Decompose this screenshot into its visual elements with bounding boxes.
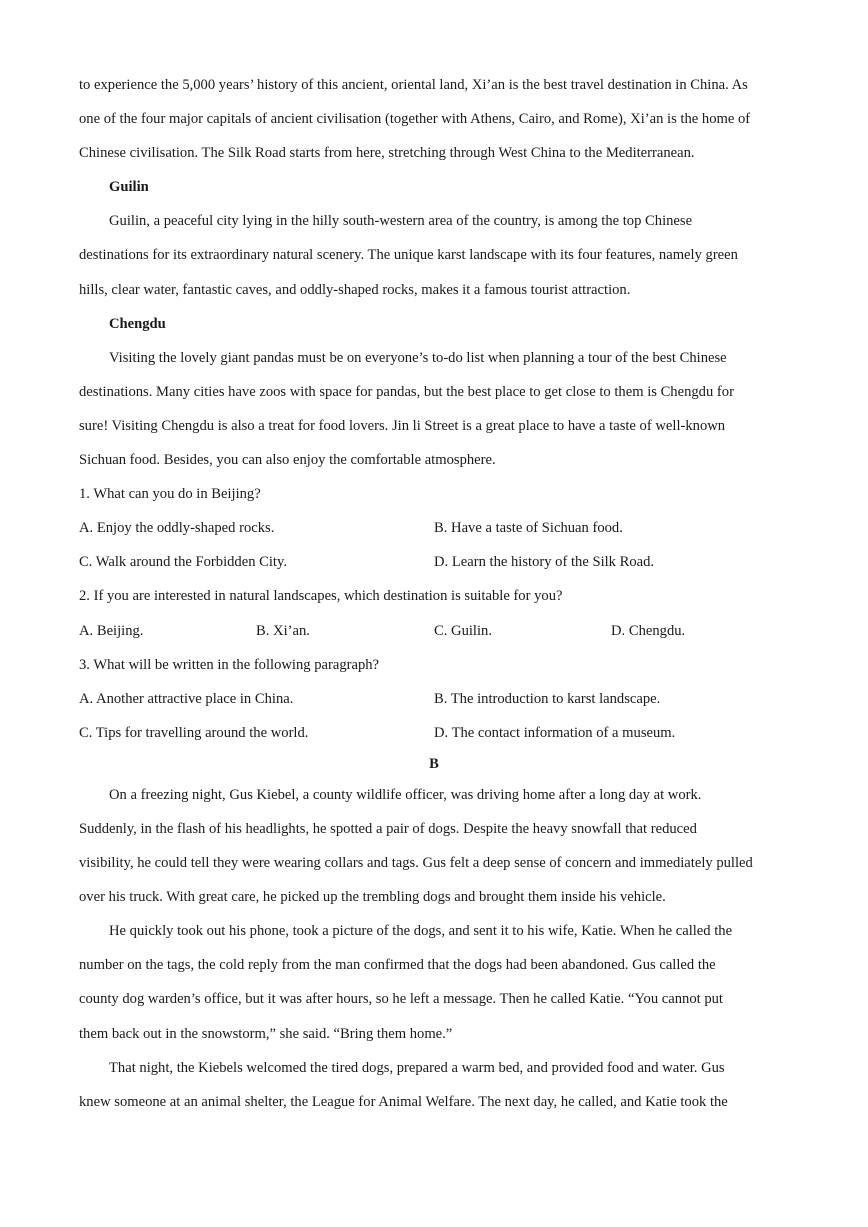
text-line: them back out in the snowstorm,” she said. “Bring them home.”	[79, 1025, 453, 1042]
section-b-paragraph-2	[79, 914, 789, 1050]
chengdu-heading: Chengdu	[109, 315, 166, 332]
option-d: D. Learn the history of the Silk Road.	[434, 554, 655, 571]
question-3	[79, 648, 789, 750]
text-line: destinations for its extraordinary natural scenery. The unique karst landscape with its four features, namely green	[79, 247, 738, 264]
xian-paragraph	[79, 68, 789, 170]
option-d: D. Chengdu.	[611, 622, 686, 639]
option-c: C. Tips for travelling around the world.	[79, 724, 309, 741]
option-row	[79, 511, 789, 545]
text-line: over his truck. With great care, he picked up the trembling dogs and brought them inside his vehicle.	[79, 889, 666, 906]
option-d: D. The contact information of a museum.	[434, 724, 676, 741]
document-page	[79, 68, 789, 1119]
text-line: Chinese civilisation. The Silk Road starts from here, stretching through West China to the Mediterranean.	[79, 145, 695, 162]
guilin-heading: Guilin	[109, 179, 149, 196]
option-row	[79, 682, 789, 716]
option-c: C. Walk around the Forbidden City.	[79, 554, 287, 571]
option-b: B. Xi’an.	[256, 622, 310, 639]
text-line: Suddenly, in the flash of his headlights, he spotted a pair of dogs. Despite the heavy snowfall that reduced	[79, 820, 697, 837]
option-b: B. Have a taste of Sichuan food.	[434, 520, 623, 537]
text-line: county dog warden’s office, but it was after hours, so he left a message. Then he called Katie. “You cannot put	[79, 991, 723, 1008]
text-line: hills, clear water, fantastic caves, and oddly-shaped rocks, makes it a famous tourist attraction.	[79, 281, 631, 298]
section-b-paragraph-3	[79, 1051, 789, 1119]
option-a: A. Enjoy the oddly-shaped rocks.	[79, 520, 275, 537]
text-line: He quickly took out his phone, took a picture of the dogs, and sent it to his wife, Katie. When he called the	[109, 923, 733, 940]
question-1	[79, 477, 789, 579]
text-line: Guilin, a peaceful city lying in the hilly south-western area of the country, is among the top Chinese	[109, 213, 693, 230]
question-2	[79, 579, 789, 647]
option-row	[79, 545, 789, 579]
option-a: A. Beijing.	[79, 622, 144, 639]
guilin-paragraph	[79, 204, 789, 306]
section-b-title: B	[429, 755, 439, 772]
text-line: one of the four major capitals of ancient civilisation (together with Athens, Cairo, and Rome), Xi’an is the home of	[79, 111, 751, 128]
text-line: knew someone at an animal shelter, the League for Animal Welfare. The next day, he called, and Katie took the	[79, 1093, 728, 1110]
text-line: number on the tags, the cold reply from the man confirmed that the dogs had been abandoned. Gus called the	[79, 957, 716, 974]
text-line: visibility, he could tell they were wearing collars and tags. Gus felt a deep sense of concern and immediately pulled	[79, 855, 753, 872]
question-stem: 2. If you are interested in natural landscapes, which destination is suitable for you?	[79, 588, 563, 605]
option-row	[79, 614, 789, 648]
text-line: Visiting the lovely giant pandas must be on everyone’s to-do list when planning a tour of the best Chinese	[109, 349, 727, 366]
question-stem: 1. What can you do in Beijing?	[79, 486, 261, 503]
text-line: destinations. Many cities have zoos with space for pandas, but the best place to get close to them is Chengdu for	[79, 383, 734, 400]
option-c: C. Guilin.	[434, 622, 492, 639]
option-b: B. The introduction to karst landscape.	[434, 690, 661, 707]
text-line: Sichuan food. Besides, you can also enjoy the comfortable atmosphere.	[79, 452, 496, 469]
text-line: That night, the Kiebels welcomed the tired dogs, prepared a warm bed, and provided food and water. Gus	[109, 1059, 725, 1076]
text-line: On a freezing night, Gus Kiebel, a county wildlife officer, was driving home after a long day at work.	[109, 786, 702, 803]
option-a: A. Another attractive place in China.	[79, 690, 294, 707]
text-line: sure! Visiting Chengdu is also a treat for food lovers. Jin li Street is a great place to have a taste of well-known	[79, 417, 726, 434]
text-line: to experience the 5,000 years’ history of this ancient, oriental land, Xi’an is the best travel destination in China. As	[79, 77, 748, 93]
section-b-paragraph-1	[79, 778, 789, 914]
option-row	[79, 716, 789, 750]
question-stem: 3. What will be written in the following paragraph?	[79, 656, 380, 673]
chengdu-paragraph	[79, 341, 789, 477]
